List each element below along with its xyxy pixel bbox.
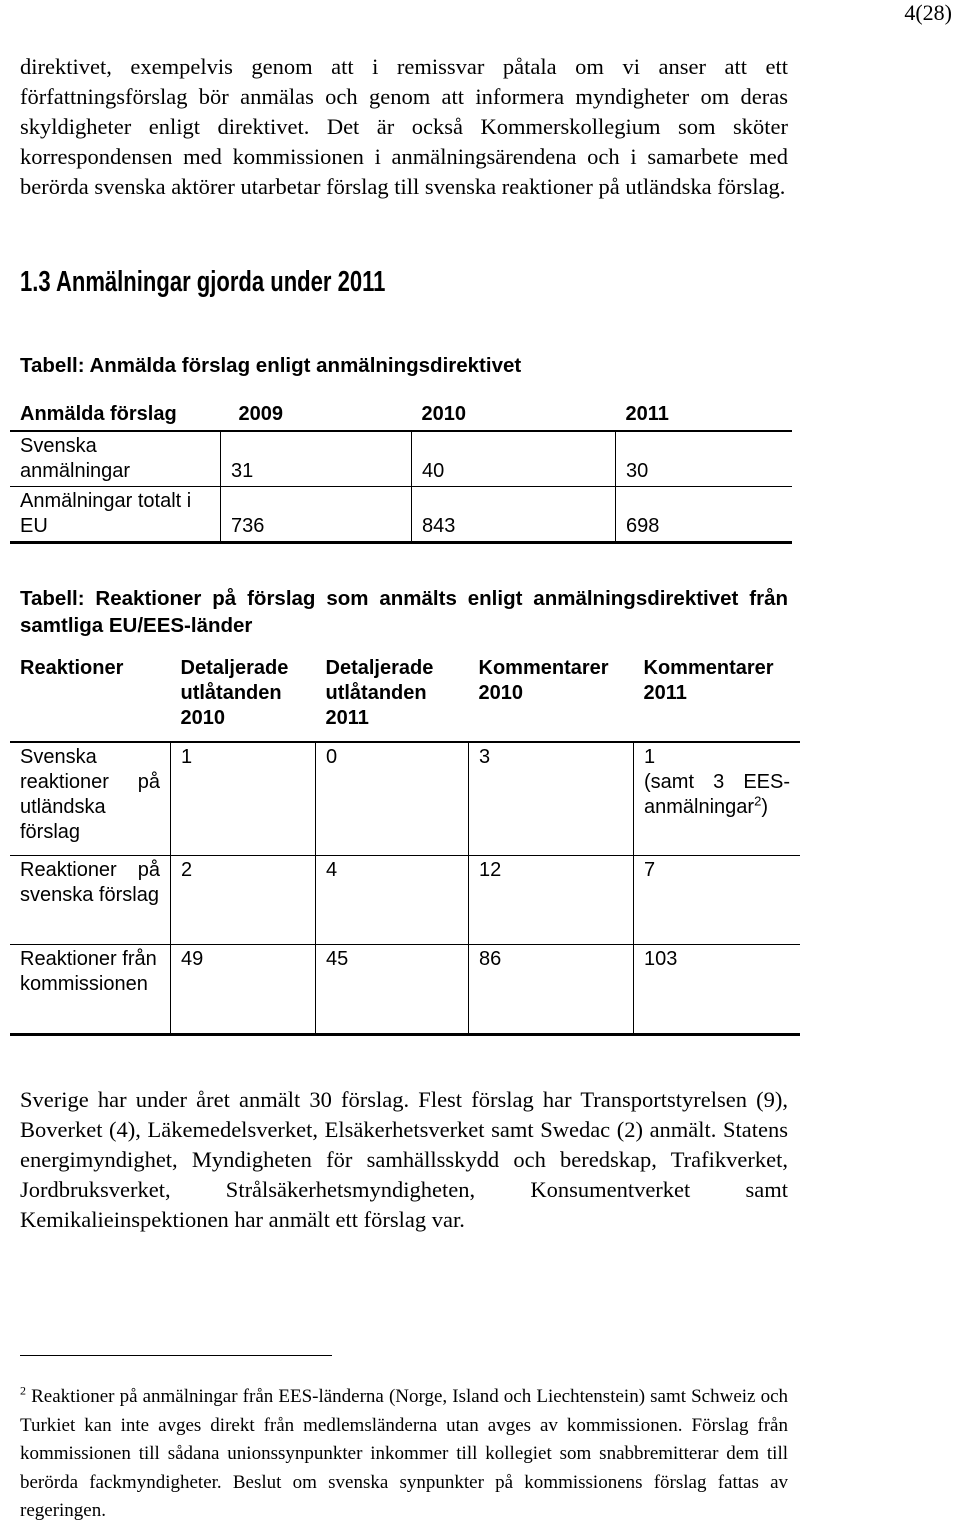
table-cell: 3 bbox=[469, 742, 634, 856]
table-cell: 698 bbox=[616, 487, 793, 543]
cell-note bbox=[644, 770, 790, 820]
summary-paragraph: Sverige har under året anmält 30 förslag. Flest förslag har Transportstyrelsen (9), Boverket (4), Läkemedelsverket, Elsäkerhetsverket samt Swedac (2) anmält. Statens energimyndighet, Myndigheten för samhällsskydd och beredskap, Trafikverket, Jordbruksverket, Strålsäkerhetsmyndigheten, Konsumentverket samt Kemikalieinspektionen har anmält ett förslag var. bbox=[20, 1087, 788, 1232]
table-header-row bbox=[10, 395, 792, 431]
row-label: Reaktioner på svenska förslag bbox=[10, 856, 171, 945]
table-cell: 0 bbox=[316, 742, 469, 856]
table-row bbox=[10, 856, 800, 945]
row-label: Anmälningar totalt i EU bbox=[10, 487, 221, 543]
table-row bbox=[10, 945, 800, 1035]
table-cell: 2 bbox=[171, 856, 316, 945]
table-cell bbox=[634, 742, 801, 856]
column-header: 2011 bbox=[616, 395, 793, 431]
cell-value: 1 bbox=[644, 746, 656, 768]
footnote-reference[interactable]: 2 bbox=[754, 793, 762, 809]
column-header: 2009 bbox=[221, 395, 412, 431]
note-end: ) bbox=[761, 796, 768, 818]
footnote bbox=[20, 1383, 788, 1526]
reactions-table bbox=[10, 648, 800, 1036]
table2-caption: Tabell: Reaktioner på förslag som anmälts enligt anmälningsdirektivet från samtliga EU/EES-länder bbox=[20, 587, 788, 637]
table-cell: 31 bbox=[221, 431, 412, 487]
column-header: 2010 bbox=[412, 395, 616, 431]
table-cell: 49 bbox=[171, 945, 316, 1035]
note-text: (samt 3 EES-anmälningar bbox=[644, 771, 790, 818]
footnote-divider bbox=[20, 1355, 332, 1356]
column-header: Detaljerade utlåtanden 2010 bbox=[171, 648, 316, 742]
page-number: 4(28) bbox=[904, 0, 952, 25]
notifications-table bbox=[10, 395, 792, 544]
table-cell: 736 bbox=[221, 487, 412, 543]
table-cell: 4 bbox=[316, 856, 469, 945]
table-cell: 45 bbox=[316, 945, 469, 1035]
table-cell: 30 bbox=[616, 431, 793, 487]
table-cell: 843 bbox=[412, 487, 616, 543]
table-row bbox=[10, 431, 792, 487]
table-cell: 103 bbox=[634, 945, 801, 1035]
table-cell: 12 bbox=[469, 856, 634, 945]
row-label: Svenska reaktioner på utländska förslag bbox=[10, 742, 171, 856]
footnote-text: Reaktioner på anmälningar från EES-länderna (Norge, Island och Liechtenstein) samt Schweiz och Turkiet kan inte avges direkt från medlemsländerna utan avges av kommissionen. Förslag från kommissionen till sådana unionssynpunkter inkommer till kollegiet som snabbremitterar dem till berörda fackmyndigheter. Beslut om svenska synpunkter på kommissionens förslag fattas av regeringen. bbox=[20, 1386, 789, 1521]
column-header: Kommentarer 2011 bbox=[634, 648, 801, 742]
intro-paragraph: direktivet, exempelvis genom att i remissvar påtala om vi anser att ett författningsförslag bör anmälas och genom att informera myndigheter om deras skyldigheter enligt direktivet. Det är också Kommerskollegium som sköter korrespondensen med kommissionen i anmälningsärendena och i samarbete med berörda svenska aktörer utarbetar förslag till svenska reaktioner på utländska förslag. bbox=[20, 54, 788, 199]
table-cell: 7 bbox=[634, 856, 801, 945]
table-cell: 86 bbox=[469, 945, 634, 1035]
column-header: Detaljerade utlåtanden 2011 bbox=[316, 648, 469, 742]
column-header: Kommentarer 2010 bbox=[469, 648, 634, 742]
table-row bbox=[10, 742, 800, 856]
table-cell: 1 bbox=[171, 742, 316, 856]
row-label: Svenska anmälningar bbox=[10, 431, 221, 487]
section-heading: 1.3 Anmälningar gjorda under 2011 bbox=[20, 266, 386, 298]
column-header: Anmälda förslag bbox=[10, 395, 221, 431]
column-header: Reaktioner bbox=[10, 648, 171, 742]
table1-caption: Tabell: Anmälda förslag enligt anmälningsdirektivet bbox=[20, 354, 522, 377]
table-header-row bbox=[10, 648, 800, 742]
table-row bbox=[10, 487, 792, 543]
table-cell: 40 bbox=[412, 431, 616, 487]
row-label: Reaktioner från kommissionen bbox=[10, 945, 171, 1035]
footnote-marker: 2 bbox=[20, 1383, 26, 1398]
